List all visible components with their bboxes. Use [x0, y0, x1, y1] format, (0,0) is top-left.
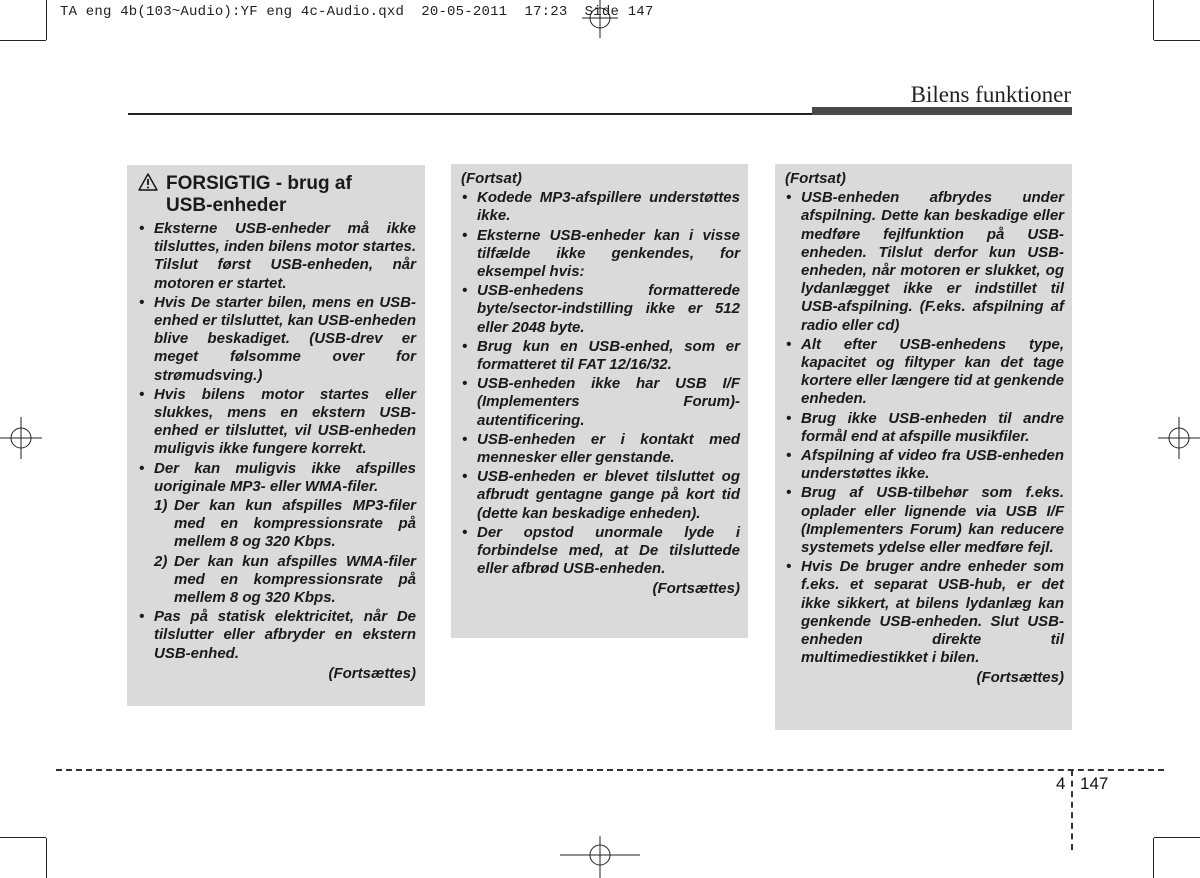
list-item: • Brug ikke USB-enheden til andre formål end at afspille musikfiler. [785, 410, 1064, 446]
list-item: • Alt efter USB-enhedens type, kapacitet og filtyper kan det tage kortere eller længere tid at genkende enheden. [785, 336, 1064, 409]
list-item: • Afspilning af video fra USB-enheden understøttes ikke. [785, 447, 1064, 483]
registration-mark-icon [1158, 417, 1200, 459]
sub-list-number: 2) [154, 552, 168, 570]
crop-mark-top-left-h [0, 40, 46, 41]
list-item: • Kodede MP3-afspillere understøttes ikke. [461, 189, 740, 225]
chapter-number: 4 [1056, 774, 1066, 793]
list-item: • Der kan muligvis ikke afspilles uoriginale MP3- eller WMA-filer. [138, 460, 416, 496]
sub-list-text: Der kan kun afspilles MP3-filer med en kompressionsrate på mellem 8 og 320 Kbps. [174, 497, 416, 551]
continued-from-label: (Fortsat) [785, 170, 846, 187]
crop-mark-top-right-v [1153, 0, 1154, 40]
sub-list-text: Der kan kun afspilles WMA-filer med en kompressionsrate på mellem 8 og 320 Kbps. [174, 552, 416, 607]
crop-mark-top-left-v [46, 0, 47, 40]
page-number: 147 [1080, 774, 1109, 793]
crop-mark-bottom-left-v [46, 838, 47, 878]
footer-dashed-rule [56, 769, 1164, 771]
caution-box [127, 165, 425, 706]
list-item: • USB-enhedens formatterede byte/sector-indstilling ikke er 512 eller 2048 byte. [461, 282, 740, 337]
list-item: • Hvis De starter bilen, mens en USB-enhed er tilsluttet, kan USB-enheden blive beskadiget. (USB-drev er meget følsomme over for strømudsving.) [138, 294, 416, 385]
list-item: • Brug af USB-tilbehør som f.eks. oplader eller lignende via USB I/F (Implementers Forum) kan reducere systemets ydelse eller medføre fejl. [785, 484, 1064, 557]
continued-label: (Fortsættes) [328, 664, 416, 682]
section-title: Bilens funktioner [910, 82, 1071, 107]
header-rule [128, 113, 812, 115]
list-item: • Hvis De bruger andre enheder som f.eks. et separat USB-hub, er det ikke sikkert, at bilens lydanlæg kan genkende USB-enheden. Slut USB-enheden direkte til multimediestikket i bilen. [785, 558, 1064, 667]
list-item: • Pas på statisk elektricitet, når De tilslutter eller afbryder en ekstern USB-enhed. [138, 608, 416, 663]
crop-mark-bottom-left-h [0, 837, 46, 838]
crop-mark-top-right-h [1154, 40, 1200, 41]
caution-heading [138, 173, 416, 217]
list-item: • Der opstod unormale lyde i forbindelse med, at De tilsluttede eller afbrød USB-enheden. [461, 524, 740, 579]
caution-title-line2: USB-enheder [166, 195, 287, 216]
caution-box-continued-2 [775, 164, 1072, 730]
caution-sublist [138, 497, 416, 607]
caution-list-tail [138, 608, 416, 663]
sub-list-number: 1) [154, 497, 168, 515]
warning-triangle-icon [138, 173, 162, 197]
sub-list-item [138, 553, 416, 608]
registration-mark-icon [560, 836, 640, 878]
list-item: • Brug kun en USB-enhed, som er formatteret til FAT 12/16/32. [461, 338, 740, 374]
caution-box-continued-1 [451, 164, 748, 638]
list-item: • USB-enheden ikke har USB I/F (Implementers Forum)-autentificering. [461, 375, 740, 430]
caution-list [138, 220, 416, 496]
list-item: • Hvis bilens motor startes eller slukkes, mens en ekstern USB-enhed er tilsluttet, vil USB-enheden muligvis ikke fungere korrekt. [138, 386, 416, 459]
continued-label: (Fortsættes) [652, 580, 740, 598]
caution-title-line1: FORSIGTIG - brug af [166, 173, 352, 194]
list-item: • USB-enheden afbrydes under afspilning. Dette kan beskadige eller medføre fejlfunktion på USB-enheden. Tilslut derfor kun USB-enheden, når motoren er slukket, og lydanlægget ikke er indstillet til USB-afspilning. (F.eks. afspilning af radio eller cd) [785, 189, 1064, 335]
caution-list [785, 189, 1064, 667]
list-item: • USB-enheden er i kontakt med mennesker eller genstande. [461, 431, 740, 467]
sub-list-item [138, 497, 416, 552]
crop-mark-bottom-right-h [1154, 837, 1200, 838]
list-item: • Eksterne USB-enheder kan i visse tilfælde ikke genkendes, for eksempel hvis: [461, 227, 740, 282]
registration-mark-icon [580, 0, 620, 38]
registration-mark-icon [0, 417, 42, 459]
list-item: • Eksterne USB-enheder må ikke tilsluttes, inden bilens motor startes. Tilslut først USB-enheden, når motoren er startet. [138, 220, 416, 293]
continued-label: (Fortsættes) [976, 669, 1064, 687]
list-item: • USB-enheden er blevet tilsluttet og afbrudt gentagne gange på kort tid (dette kan beskadige enheden). [461, 468, 740, 523]
print-slug: TA eng 4b(103~Audio):YF eng 4c-Audio.qxd 20-05-2011 17:23 Side 147 [60, 4, 654, 20]
header-bar [812, 107, 1072, 115]
footer-dashed-divider [1071, 770, 1073, 850]
crop-mark-bottom-right-v [1153, 838, 1154, 878]
caution-list [461, 189, 740, 578]
continued-from-label: (Fortsat) [461, 170, 522, 187]
